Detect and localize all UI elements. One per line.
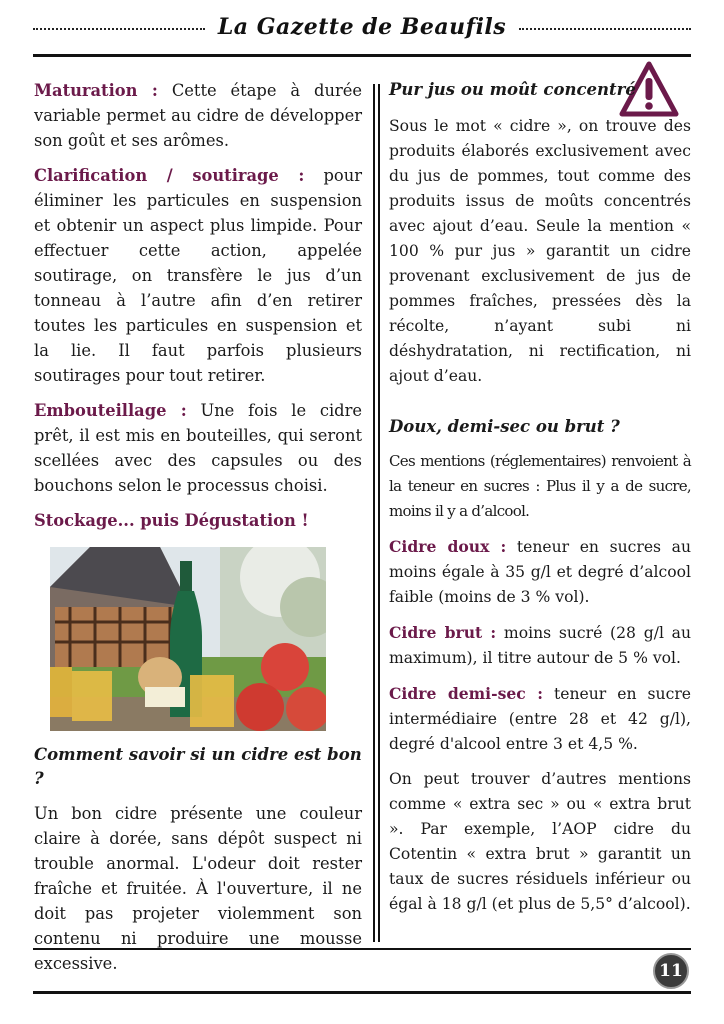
text-cidre-demi-sec: teneur en sucre intermédiaire (entre 28 et 42 g/l), degré d'alcool entre 3 et 4,5 %. [389, 685, 691, 753]
cider-photo-illustration [50, 547, 326, 731]
heading-pur-jus: Pur jus ou moût concentré [389, 80, 636, 99]
left-column [34, 78, 362, 986]
text-clarification: pour éliminer les particules en suspension et obtenir un aspect plus limpide. Pour effectuer cette action, appelée soutirage, on transfère le jus d’un tonneau à l’autre afin d’en retirer toutes les particules en suspension et la lie. Il faut parfois plusieurs soutirages pour tout retirer. [34, 166, 363, 385]
term-clarification: Clarification / soutirage : [34, 166, 305, 185]
paragraph-cidre-demi-sec [389, 681, 691, 757]
text-cidre-brut: moins sucré (28 g/l au maximum), il titre autour de 5 % vol. [389, 624, 691, 667]
publication-title: La Gazette de Beaufils [217, 14, 507, 40]
heading-stockage [34, 508, 362, 533]
term-maturation: Maturation : [34, 81, 158, 100]
heading-quality: Comment savoir si un cidre est bon ? [34, 745, 362, 788]
paragraph-quality: Un bon cidre présente une couleur claire à dorée, sans dépôt suspect ni trouble anormal. L'odeur doit rester fraîche et fruitée. À l'ouverture, il ne doit pas projeter violemment son contenu ni produire une mousse excessive. [34, 804, 362, 973]
paragraph-cidre-brut [389, 620, 691, 671]
term-cidre-brut: Cidre brut : [389, 623, 497, 642]
paragraph-types-intro: Ces mentions (réglementaires) renvoient à la teneur en sucres : Plus il y a de sucre, moins il y a d’alcool. [389, 452, 691, 520]
masthead-dots-right [519, 28, 691, 30]
text-maturation: Cette étape à durée variable permet au cidre de développer son goût et ses arômes. [34, 81, 363, 150]
right-column [389, 78, 691, 927]
heading-types: Doux, demi-sec ou brut ? [389, 417, 620, 436]
page-number-badge: 11 [653, 953, 689, 989]
text-embouteillage: Une fois le cidre prêt, il est mis en bouteilles, qui seront scellées avec des capsules ou des bouchons selon le processus choisi. [34, 401, 362, 495]
masthead [33, 14, 691, 44]
stockage-heading-text: Stockage... puis Dégustation ! [34, 511, 309, 530]
paragraph-other-mentions: On peut trouver d’autres mentions comme « extra sec » ou « extra brut ». Par exemple, l’AOP cidre du Cotentin « extra brut » garantit un taux de sucres résiduels inférieur ou égal à 18 g/l (et plus de 5,5° d’alcool). [389, 770, 691, 913]
paragraph-maturation [34, 78, 362, 153]
paragraph-clarification [34, 163, 362, 388]
column-divider [373, 84, 375, 942]
paragraph-cidre-doux [389, 534, 691, 610]
term-cidre-demi-sec: Cidre demi-sec : [389, 684, 543, 703]
term-embouteillage: Embouteillage : [34, 401, 187, 420]
bottom-rule-upper [33, 948, 691, 950]
text-cidre-doux: teneur en sucres au moins égale à 35 g/l et degré d’alcool faible (moins de 3 % vol). [389, 538, 691, 606]
bottom-rule-lower [33, 991, 691, 994]
top-rule [33, 54, 691, 57]
paragraph-pur-jus: Sous le mot « cidre », on trouve des produits élaborés exclusivement avec du jus de pommes, tout comme des produits issus de moûts concentrés avec ajout d’eau. Seule la mention « 100 % pur jus » garantit un cidre provenant exclusivement de jus de pommes fraîches, pressées dès la récolte, n’ayant subi ni déshydratation, ni rectification, ni ajout d’eau. [389, 117, 691, 385]
paragraph-embouteillage [34, 398, 362, 498]
term-cidre-doux: Cidre doux : [389, 537, 507, 556]
cider-photo [50, 547, 326, 731]
column-divider [378, 84, 380, 942]
